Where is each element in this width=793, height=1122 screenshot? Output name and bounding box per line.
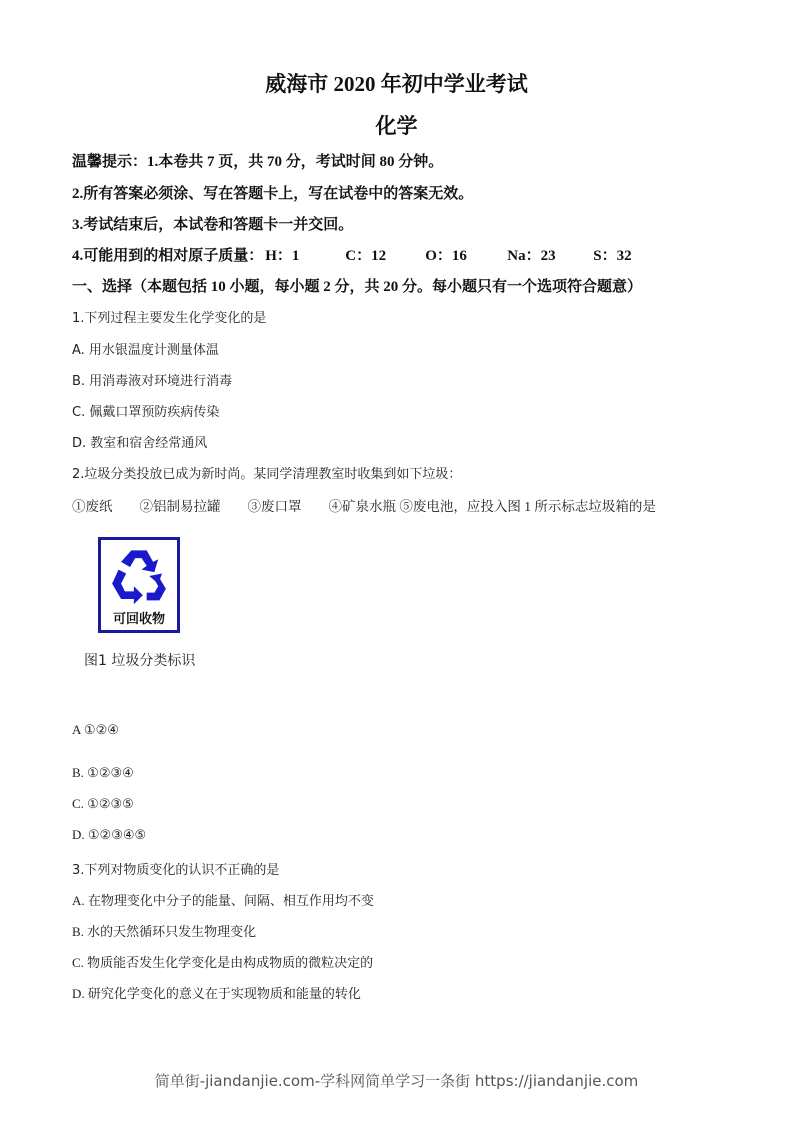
question-3-stem: 3.下列对物质变化的认识不正确的是 — [72, 863, 280, 878]
atom-o: O：16 — [425, 248, 467, 264]
question-3-option-c: C. 物质能否发生化学变化是由构成物质的微粒决定的 — [72, 955, 374, 970]
note-line-1: 温馨提示：1.本卷共 7 页，共 70 分，考试时间 80 分钟。 — [72, 154, 444, 170]
note-line-4 — [72, 244, 632, 265]
question-1-stem: 1.下列过程主要发生化学变化的是 — [72, 311, 267, 326]
recycle-sign — [98, 537, 180, 633]
question-3-option-d: D. 研究化学变化的意义在于实现物质和能量的转化 — [72, 986, 361, 1001]
atom-h: H：1 — [265, 248, 300, 264]
atom-s: S：32 — [593, 248, 632, 264]
atom-na: Na：23 — [507, 248, 556, 264]
question-2-option-d: D. ①②③④⑤ — [72, 827, 147, 842]
question-3-option-b: B. 水的天然循环只发生物理变化 — [72, 924, 257, 939]
recycle-label: 可回收物 — [112, 612, 165, 627]
footer-watermark: 简单街-jiandanjie.com-学科网简单学习一条街 https://jiandanjie.com — [154, 1072, 639, 1090]
note-line-3: 3.考试结束后，本试卷和答题卡一并交回。 — [72, 217, 354, 233]
question-2-option-c: C. ①②③⑤ — [72, 796, 134, 811]
section-heading: 一、选择（本题包括 10 小题，每小题 2 分，共 20 分。每小题只有一个选项符合题意） — [72, 279, 643, 295]
question-2-option-b: B. ①②③④ — [72, 765, 134, 780]
question-3-option-a: A. 在物理变化中分子的能量、间隔、相互作用均不变 — [72, 893, 374, 908]
question-1-option-d: D. 教室和宿舍经常通风 — [72, 436, 208, 451]
atomic-mass-label: 4.可能用到的相对原子质量： — [72, 248, 264, 264]
figure-1-caption: 图1 垃圾分类标识 — [84, 653, 196, 669]
question-1-option-c: C. 佩戴口罩预防疾病传染 — [72, 405, 220, 420]
question-2-items: ①废纸 ②铝制易拉罐 ③废口罩 ④矿泉水瓶 ⑤废电池，应投入图 1 所示标志垃圾箱的是 — [72, 499, 656, 514]
question-2-stem: 2.垃圾分类投放已成为新时尚。某同学清理教室时收集到如下垃圾： — [72, 467, 462, 482]
question-2-option-a: A ①②④ — [72, 722, 119, 737]
subject-title: 化学 — [375, 114, 418, 138]
question-1-option-b: B. 用消毒液对环境进行消毒 — [72, 374, 233, 389]
atom-c: C：12 — [345, 248, 387, 264]
recycle-icon — [107, 544, 171, 608]
note-line-2: 2.所有答案必须涂、写在答题卡上，写在试卷中的答案无效。 — [72, 186, 474, 202]
question-1-option-a: A. 用水银温度计测量体温 — [72, 343, 219, 358]
exam-title: 威海市 2020 年初中学业考试 — [265, 72, 528, 96]
